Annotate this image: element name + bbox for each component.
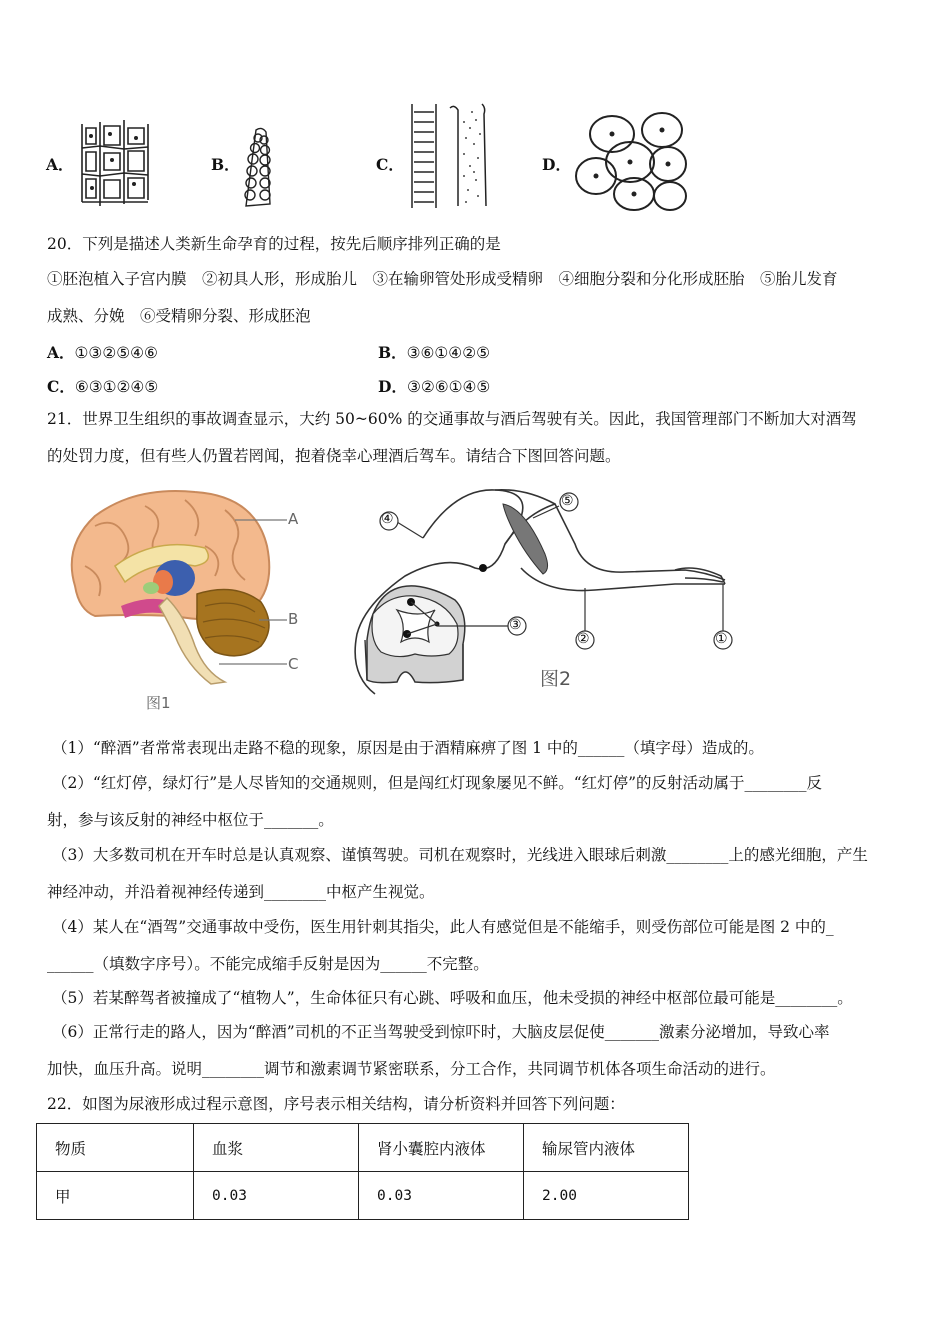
q19-option-c-label: C． xyxy=(376,155,404,174)
vessel-cells-image xyxy=(404,102,490,210)
q21-sub3-line1: （3）大多数司机在开车时总是认真观察、谨慎驾驶。司机在观察时，光线进入眼球后刺激________上的感光细胞，产生 xyxy=(52,846,868,864)
q20-option-a xyxy=(47,341,158,363)
q20-items-line1: ①胚泡植入子宫内膜 ②初具人形，形成胎儿 ③在输卵管处形成受精卵 ④细胞分裂和分化形成胚胎 ⑤胎儿发育 xyxy=(47,270,838,288)
q21-sub5: （5）若某醉驾者被撞成了“植物人”，生命体征只有心跳、呼吸和血压，他未受损的神经中枢部位最可能是________。 xyxy=(52,989,853,1007)
q20-option-a-label: A． xyxy=(47,343,75,362)
fig1-label-c: C xyxy=(288,655,299,673)
q21-sub4-line1: （4）某人在“酒驾”交通事故中受伤，医生用针刺其指尖，此人有感觉但是不能缩手，则受伤部位可能是图 2 中的_ xyxy=(52,918,834,936)
table-header-cell: 血浆 xyxy=(194,1124,359,1172)
q21-sub2-line2: 射，参与该反射的神经中枢位于_______。 xyxy=(47,811,334,829)
q20-option-d-text: ③②⑥①④⑤ xyxy=(406,378,491,396)
q22-stem: 22．如图为尿液形成过程示意图，序号表示相关结构，请分析资料并回答下列问题： xyxy=(47,1095,625,1113)
q21-stem-line1: 21．世界卫生组织的事故调查显示，大约 50~60% 的交通事故与酒后驾驶有关。因此，我国管理部门不断加大对酒驾 xyxy=(47,410,857,428)
q20-option-b-label: B． xyxy=(378,343,407,362)
table-cell: 0.03 xyxy=(194,1172,359,1220)
table-cell: 0.03 xyxy=(359,1172,524,1220)
plant-cells-image xyxy=(78,118,156,208)
fig2-label-4: ④ xyxy=(381,511,394,527)
q20-option-c-text: ⑥③①②④⑤ xyxy=(74,378,159,396)
table-header-cell: 肾小囊腔内液体 xyxy=(359,1124,524,1172)
q20-option-b-text: ③⑥①④②⑤ xyxy=(406,344,490,362)
q20-option-b xyxy=(378,341,490,363)
fig2-label-5: ⑤ xyxy=(561,493,574,509)
q21-sub4-line2: ______（填数字序号）。不能完成缩手反射是因为______不完整。 xyxy=(47,955,489,973)
table-header-cell: 输尿管内液体 xyxy=(524,1124,689,1172)
q19-option-a-label: A． xyxy=(46,155,74,174)
q20-option-a-text: ①③②⑤④⑥ xyxy=(74,344,158,362)
q19-option-d-label: D． xyxy=(542,155,571,174)
q21-stem-line2: 的处罚力度，但有些人仍置若罔闻，抱着侥幸心理酒后驾车。请结合下图回答问题。 xyxy=(47,447,621,465)
fig2-label-1: ① xyxy=(715,631,728,647)
brain-figure xyxy=(55,486,315,686)
fig1-label-b: B xyxy=(288,610,299,628)
q20-stem: 20．下列是描述人类新生命孕育的过程，按先后顺序排列正确的是 xyxy=(47,235,501,253)
q21-sub6-line1: （6）正常行走的路人，因为“醉酒”司机的不正当驾驶受到惊吓时，大脑皮层促使_______激素分泌增加，导致心率 xyxy=(52,1023,830,1041)
q19-option-b-label: B． xyxy=(211,155,240,174)
q20-option-c xyxy=(47,375,158,397)
table-row xyxy=(37,1172,689,1220)
table-cell: 甲 xyxy=(37,1172,194,1220)
q20-option-c-label: C． xyxy=(47,377,75,396)
fig2-label-3: ③ xyxy=(509,617,522,633)
q21-sub1: （1）“醉酒”者常常表现出走路不稳的现象，原因是由于酒精麻痹了图 1 中的______（填字母）造成的。 xyxy=(52,739,764,757)
fig2-label-2: ② xyxy=(577,631,590,647)
q20-items-line2: 成熟、分娩 ⑥受精卵分裂、形成胚泡 xyxy=(47,307,311,325)
round-cells-image xyxy=(572,108,692,212)
q20-option-d-label: D． xyxy=(378,377,407,396)
q21-sub2-line1: （2）“红灯停，绿灯行”是人尽皆知的交通规则，但是闯红灯现象屡见不鲜。“红灯停”的反射活动属于________反 xyxy=(52,774,823,792)
epithelial-cells-image xyxy=(238,126,280,210)
q21-sub3-line2: 神经冲动，并沿着视神经传递到________中枢产生视觉。 xyxy=(47,883,435,901)
substance-table xyxy=(36,1123,689,1220)
table-header-cell: 物质 xyxy=(37,1124,194,1172)
table-cell: 2.00 xyxy=(524,1172,689,1220)
fig2-caption: 图2 xyxy=(540,668,572,690)
fig1-caption: 图1 xyxy=(146,694,171,712)
q21-sub6-line2: 加快，血压升高。说明________调节和激素调节紧密联系，分工合作，共同调节机体各项生命活动的进行。 xyxy=(47,1060,776,1078)
fig1-label-a: A xyxy=(288,510,299,528)
q20-option-d xyxy=(378,375,490,397)
table-header-row xyxy=(37,1124,689,1172)
